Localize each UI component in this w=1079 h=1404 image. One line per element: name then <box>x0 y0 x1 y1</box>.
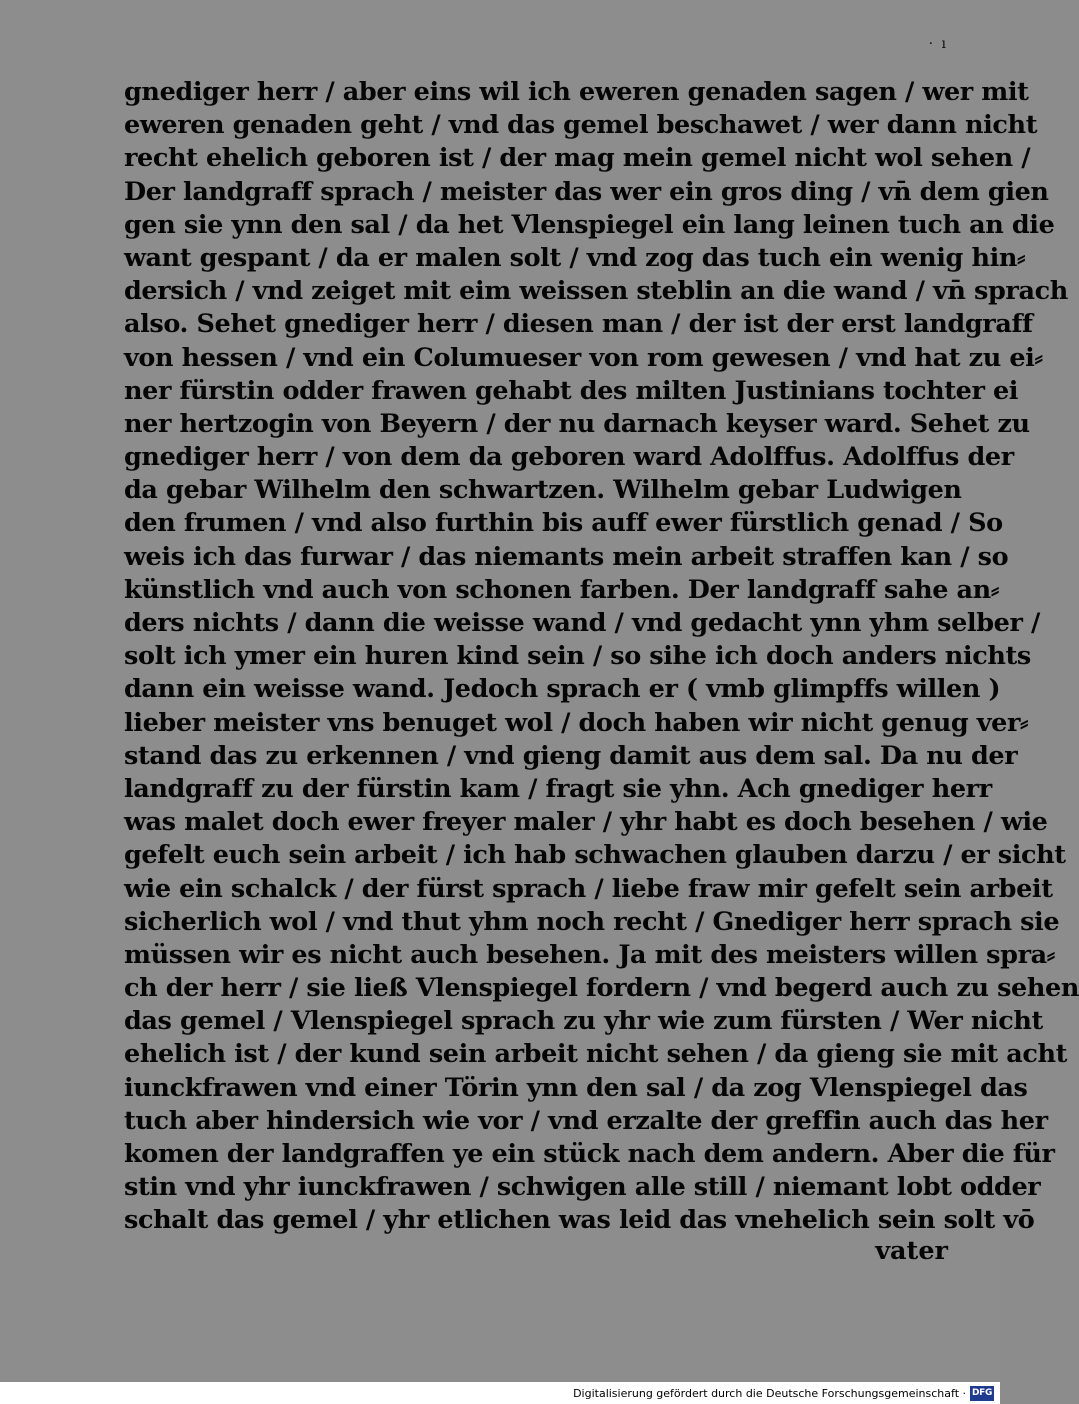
text-line: Der landgraff sprach / meister das wer ein gros ding / vn̄ dem gien <box>124 176 1049 207</box>
text-line: eweren genaden geht / vnd das gemel beschawet / wer dann nicht <box>124 110 1038 141</box>
text-line: stand das zu erkennen / vnd gieng damit aus dem sal. Da nu der <box>124 740 1018 771</box>
footer-bar <box>0 1382 1000 1404</box>
text-line: schalt das gemel / yhr etlichen was leid das vnehelich sein solt vō <box>124 1205 1035 1236</box>
dfg-logo: DFG <box>970 1386 994 1401</box>
page-mark: · ı <box>928 36 948 52</box>
text-line: lieber meister vns benuget wol / doch haben wir nicht genug ver⸗ <box>124 707 1029 738</box>
text-line: künstlich vnd auch von schonen farben. Der landgraff sahe an⸗ <box>124 574 999 605</box>
text-line: gnediger herr / von dem da geboren ward Adolffus. Adolffus der <box>124 442 1014 473</box>
text-line: ehelich ist / der kund sein arbeit nicht sehen / da gieng sie mit acht <box>124 1039 1068 1070</box>
text-line: tuch aber hindersich wie vor / vnd erzalte der greffin auch das her <box>124 1105 1048 1136</box>
text-line: weis ich das furwar / das niemants mein arbeit straffen kan / so <box>124 541 1009 572</box>
text-line: komen der landgraffen ye ein stück nach dem andern. Aber die für <box>124 1139 1055 1169</box>
text-line: da gebar Wilhelm den schwartzen. Wilhelm gebar Ludwigen <box>124 475 962 506</box>
text-line: iunckfrawen vnd einer Törin ynn den sal / da zog Vlenspiegel das <box>124 1072 1028 1103</box>
funding-credit: Digitalisierung gefördert durch die Deutsche Forschungsgemeinschaft · <box>573 1387 966 1400</box>
text-line: müssen wir es nicht auch besehen. Ja mit des meisters willen spra⸗ <box>124 939 1055 970</box>
text-line: gnediger herr / aber eins wil ich eweren genaden sagen / wer mit <box>124 77 1029 107</box>
text-line: gen sie ynn den sal / da het Vlenspiegel ein lang leinen tuch an die <box>124 209 1055 240</box>
text-line: stin vnd yhr iunckfrawen / schwigen alle still / niemant lobt odder <box>124 1172 1041 1203</box>
text-line: ner hertzogin von Beyern / der nu darnach keyser ward. Sehet zu <box>124 408 1030 439</box>
text-line: ner fürstin odder frawen gehabt des milten Justinians tochter ei <box>124 375 1019 406</box>
text-line: gefelt euch sein arbeit / ich hab schwachen glauben darzu / er sicht <box>124 840 1066 871</box>
text-line: das gemel / Vlenspiegel sprach zu yhr wie zum fürsten / Wer nicht <box>124 1006 1043 1037</box>
text-line: den frumen / vnd also furthin bis auff ewer fürstlich genad / So <box>124 508 1003 539</box>
text-line: landgraff zu der fürstin kam / fragt sie yhn. Ach gnediger herr <box>124 773 992 804</box>
text-line: ch der herr / sie ließ Vlenspiegel fordern / vnd begerd auch zu sehen <box>124 973 1079 1004</box>
text-line: was malet doch ewer freyer maler / yhr habt es doch besehen / wie <box>124 807 1048 838</box>
text-line: dann ein weisse wand. Jedoch sprach er ( vmb glimpffs willen ) <box>124 674 1001 705</box>
text-line: also. Sehet gnediger herr / diesen man / der ist der erst landgraff <box>124 309 1033 340</box>
text-line: von hessen / vnd ein Columueser von rom gewesen / vnd hat zu ei⸗ <box>124 342 1043 373</box>
text-line: ders nichts / dann die weisse wand / vnd gedacht ynn yhm selber / <box>124 608 1040 638</box>
text-line: recht ehelich geboren ist / der mag mein gemel nicht wol sehen / <box>124 143 1031 174</box>
catchword: vater <box>875 1236 948 1266</box>
text-line: want gespant / da er malen solt / vnd zog das tuch ein wenig hin⸗ <box>124 242 1026 273</box>
text-line: sicherlich wol / vnd thut yhm noch recht / Gnediger herr sprach sie <box>124 906 1060 937</box>
text-line: wie ein schalck / der fürst sprach / liebe fraw mir gefelt sein arbeit <box>124 873 1053 904</box>
text-line: dersich / vnd zeiget mit eim weissen steblin an die wand / vn̄ sprach <box>124 276 1068 307</box>
fraktur-text-block <box>124 76 1079 1238</box>
text-line: solt ich ymer ein huren kind sein / so sihe ich doch anders nichts <box>124 641 1031 672</box>
